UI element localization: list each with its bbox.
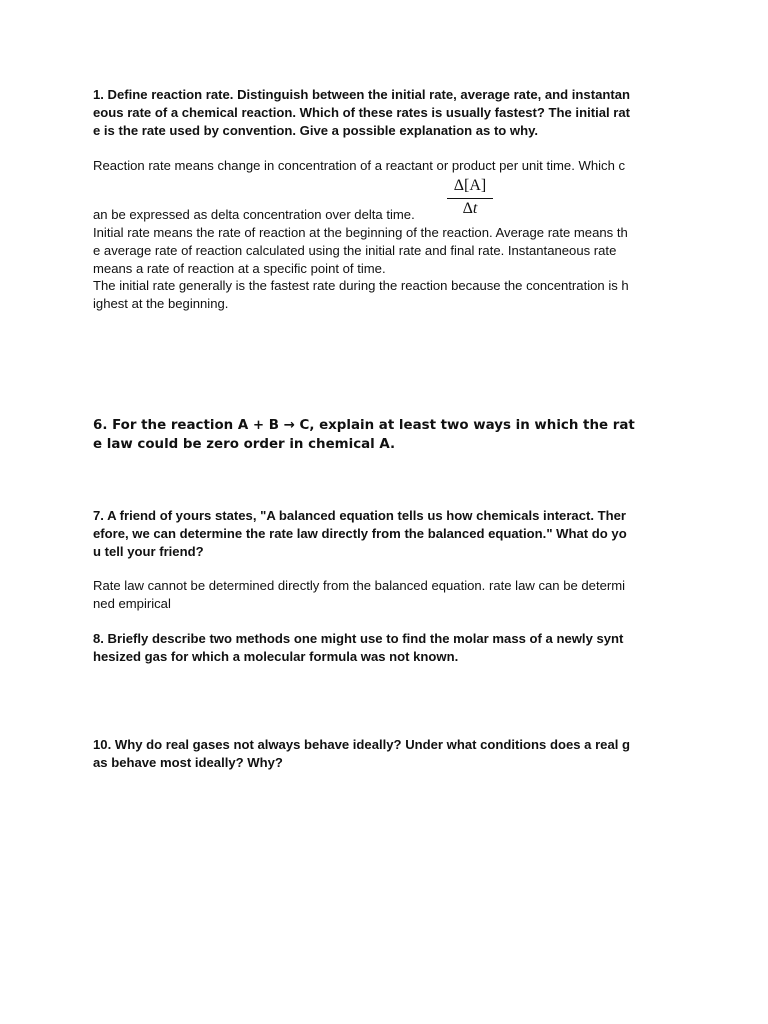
answer-7-line-2: ned empirical: [93, 596, 171, 611]
answer-7-line-1: Rate law cannot be determined directly from the balanced equation. rate law can be determi: [93, 578, 626, 593]
question-1-line-1: 1. Define reaction rate. Distinguish between the initial rate, average rate, and instantan: [93, 87, 630, 102]
answer-1-line-6: The initial rate generally is the fastest rate during the reaction because the concentration is h: [93, 278, 629, 293]
question-8-line-2: hesized gas for which a molecular formula was not known.: [93, 649, 459, 664]
question-1-line-3: e is the rate used by convention. Give a possible explanation as to why.: [93, 123, 539, 138]
question-7-line-3: u tell your friend?: [93, 544, 204, 559]
question-7-line-2: efore, we can determine the rate law directly from the balanced equation." What do yo: [93, 526, 627, 541]
answer-1-line-7: ighest at the beginning.: [93, 296, 229, 311]
question-10-line-2: as behave most ideally? Why?: [93, 755, 283, 770]
question-6-line-1: 6. For the reaction A + B → C, explain at least two ways in which the rat: [93, 418, 635, 433]
answer-1-line-4: e average rate of reaction calculated using the initial rate and final rate. Instantaneous rate: [93, 243, 617, 258]
answer-1-line-3: Initial rate means the rate of reaction at the beginning of the reaction. Average rate means th: [93, 225, 628, 240]
formula-denominator: Δt: [462, 200, 478, 217]
answer-1-line-5: means a rate of reaction at a specific point of time.: [93, 261, 386, 276]
question-1-line-2: eous rate of a chemical reaction. Which of these rates is usually fastest? The initial rat: [93, 105, 631, 120]
question-8-line-1: 8. Briefly describe two methods one might use to find the molar mass of a newly synt: [93, 631, 624, 646]
answer-1-line-1: Reaction rate means change in concentration of a reactant or product per unit time. Which c: [93, 158, 626, 173]
question-6-line-2: e law could be zero order in chemical A.: [93, 437, 396, 452]
rate-formula: [446, 176, 494, 219]
question-7-line-1: 7. A friend of yours states, "A balanced equation tells us how chemicals interact. Ther: [93, 508, 627, 523]
question-10-line-1: 10. Why do real gases not always behave ideally? Under what conditions does a real g: [93, 737, 631, 752]
formula-numerator: Δ[A]: [453, 177, 487, 194]
answer-1-line-2: an be expressed as delta concentration over delta time.: [93, 207, 415, 222]
